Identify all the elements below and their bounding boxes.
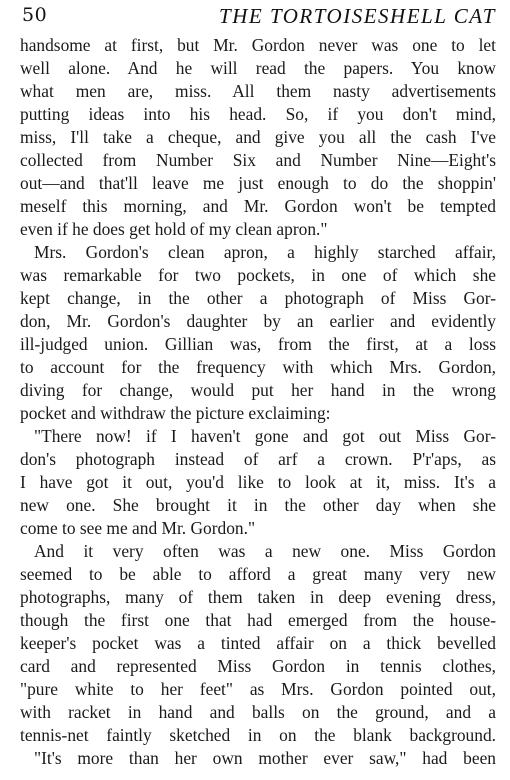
- running-head: [20, 2, 496, 34]
- text-line: well alone. And he will read the papers. You know: [20, 58, 496, 78]
- paragraph-first-line: "There now! if I haven't gone and got out Miss Gor-: [34, 426, 496, 446]
- text-line: handsome at first, but Mr. Gordon never was one to let: [20, 35, 496, 55]
- text-line: ill-judged union. Gillian was, from the first, at a loss: [20, 334, 496, 354]
- running-title: THE TORTOISESHELL CAT: [219, 4, 496, 28]
- text-line: don's photograph instead of arf a crown. P'r'aps, as: [20, 449, 496, 469]
- text-line: "pure white to her feet" as Mrs. Gordon pointed out,: [20, 679, 496, 699]
- text-line: diving for change, would put her hand in the wrong: [20, 380, 496, 400]
- text-line: pocket and withdraw the picture exclaiming:: [20, 403, 331, 423]
- text-line: meself this morning, and Mr. Gordon won't be tempted: [20, 196, 496, 216]
- text-line: collected from Number Six and Number Nine—Eight's: [20, 150, 496, 170]
- text-line: kept change, in the other a photograph of Miss Gor-: [20, 288, 496, 308]
- book-page: [20, 2, 496, 778]
- text-line: keeper's pocket was a tinted affair on a thick bevelled: [20, 633, 496, 653]
- text-line: don, Mr. Gordon's daughter by an earlier and evidently: [20, 311, 496, 331]
- text-line: tennis-net faintly sketched in on the blank background.: [20, 725, 496, 745]
- paragraph-first-line: And it very often was a new one. Miss Gordon: [34, 541, 496, 561]
- paragraph-first-line: "It's more than her own mother ever saw," had been: [34, 748, 496, 768]
- text-line: putting ideas into his head. So, if you don't mind,: [20, 104, 496, 124]
- text-line: out—and that'll leave me just enough to do the shoppin': [20, 173, 496, 193]
- page-number: 50: [22, 4, 48, 26]
- text-line: what men are, miss. All them nasty advertisements: [20, 81, 496, 101]
- body-text: [20, 34, 496, 770]
- text-line: was remarkable for two pockets, in one of which she: [20, 265, 496, 285]
- text-line: I have got it out, you'd like to look at it, miss. It's a: [20, 472, 496, 492]
- text-line: even if he does get hold of my clean apron.": [20, 219, 328, 239]
- text-line: miss, I'll take a cheque, and give you all the cash I've: [20, 127, 496, 147]
- paragraph-first-line: Mrs. Gordon's clean apron, a highly starched affair,: [34, 242, 496, 262]
- text-line: card and represented Miss Gordon in tennis clothes,: [20, 656, 496, 676]
- text-line: to account for the frequency with which Mrs. Gordon,: [20, 357, 496, 377]
- text-line: though the first one that had emerged from the house-: [20, 610, 496, 630]
- text-line: with racket in hand and balls on the ground, and a: [20, 702, 496, 722]
- text-line: seemed to be able to afford a great many very new: [20, 564, 496, 584]
- text-line: new one. She brought it in the other day when she: [20, 495, 496, 515]
- text-line: come to see me and Mr. Gordon.": [20, 518, 256, 538]
- text-line: photographs, many of them taken in deep evening dress,: [20, 587, 496, 607]
